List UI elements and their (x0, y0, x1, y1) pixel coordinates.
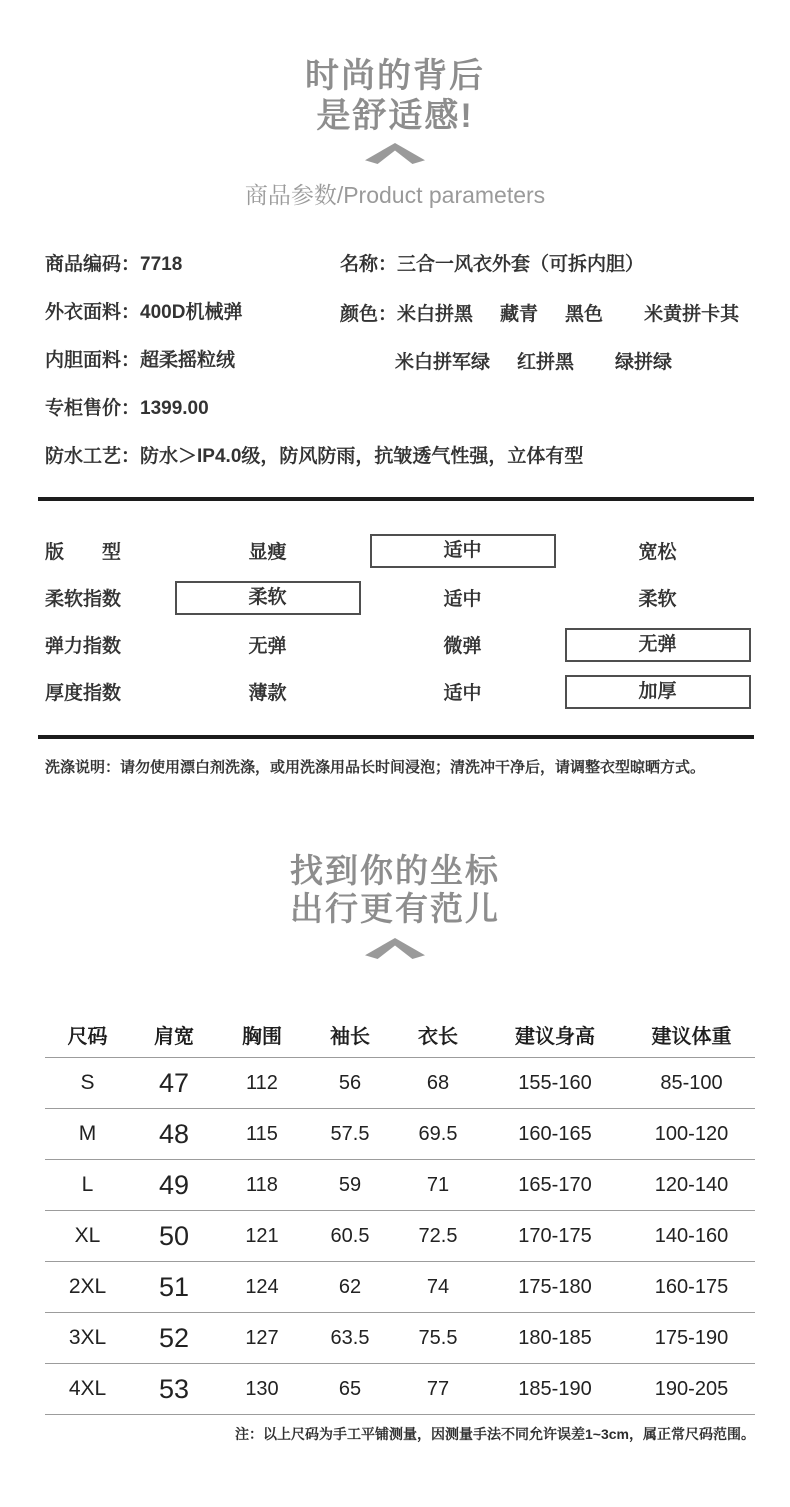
param-value: 超柔摇粒绒 (140, 350, 236, 371)
size-table-cell: 160-175 (654, 1275, 729, 1298)
selected-option-box: 适中 (370, 534, 556, 568)
divider-line-top (38, 497, 754, 501)
index-option: 适中 (443, 589, 482, 610)
index-table (45, 527, 755, 715)
index-row-label: 版 型 (45, 542, 122, 563)
selected-option-box: 柔软 (175, 581, 361, 615)
param-value: 7718 (140, 254, 183, 275)
param-label: 名称： (340, 254, 398, 275)
param-colors-row2 (395, 350, 672, 376)
color-option: 米白拼黑 (397, 304, 474, 325)
param-colors-row1 (340, 302, 739, 328)
size-table-row (45, 1211, 755, 1262)
size-table-cell: 71 (426, 1173, 450, 1196)
color-option: 黑色 (565, 304, 604, 325)
size-section-title (0, 852, 790, 928)
size-table-cell: 77 (426, 1377, 450, 1400)
color-option: 红拼黑 (517, 352, 575, 373)
size-table-cell: 51 (158, 1271, 190, 1302)
index-option: 适中 (443, 683, 482, 704)
index-row-label: 柔软指数 (45, 589, 122, 610)
param-label: 商品编码： (45, 254, 141, 275)
index-option-selected (560, 628, 755, 662)
size-table-cell: 115 (246, 1122, 278, 1145)
size-table-cell: 185-190 (518, 1377, 592, 1400)
size-table-cell: L (81, 1173, 94, 1196)
size-table-header-cell: 建议身高 (515, 1026, 595, 1048)
size-table-cell: 175-180 (518, 1275, 592, 1298)
size-table-header-cell: 胸围 (242, 1026, 282, 1048)
size-table-cell: XL (74, 1224, 101, 1247)
index-row (45, 621, 755, 668)
param-retail-price (45, 396, 209, 422)
param-name (340, 252, 644, 278)
size-table-row (45, 1364, 755, 1415)
size-table-cell: M (78, 1122, 97, 1145)
size-table-cell: 165-170 (518, 1173, 592, 1196)
size-table-cell: 50 (158, 1220, 190, 1251)
size-table-cell: 65 (338, 1377, 362, 1400)
page-title (0, 56, 790, 136)
size-table-cell: 49 (158, 1169, 190, 1200)
size-table-cell: 170-175 (518, 1224, 592, 1247)
size-table-cell: 75.5 (418, 1326, 458, 1349)
size-table-cell: 85-100 (660, 1071, 723, 1094)
size-table-cell: 2XL (68, 1275, 107, 1298)
size-table-header-cell: 袖长 (330, 1026, 370, 1048)
size-table-cell: 48 (158, 1118, 190, 1149)
size-table-cell: 63.5 (330, 1326, 370, 1349)
size-table-cell: 121 (245, 1224, 279, 1247)
size-table-cell: 155-160 (518, 1071, 592, 1094)
chevron-up-icon (365, 938, 425, 959)
size-table-row (45, 1313, 755, 1364)
size-table-row (45, 1160, 755, 1211)
washing-label: 洗涤说明： (45, 759, 121, 776)
param-value: 防水＞IP4.0级，防风防雨，抗皱透气性强，立体有型 (140, 446, 584, 467)
divider-line-bottom (38, 735, 754, 739)
index-row (45, 668, 755, 715)
index-option: 薄款 (248, 683, 287, 704)
size-table-row (45, 1109, 755, 1160)
size-table (45, 1012, 755, 1415)
selected-option-box: 加厚 (565, 675, 751, 709)
size-title-line2: 出行更有范儿 (290, 890, 500, 927)
index-row-label: 弹力指数 (45, 636, 122, 657)
size-table-cell: 118 (246, 1173, 278, 1196)
param-product-code (45, 252, 182, 278)
param-liner-fabric (45, 348, 235, 374)
size-table-cell: 124 (245, 1275, 279, 1298)
size-table-cell: 100-120 (654, 1122, 729, 1145)
index-option-selected (560, 675, 755, 709)
chevron-up-icon (365, 143, 425, 164)
washing-text: 请勿使用漂白剂洗涤，或用洗涤用品长时间浸泡；清洗冲干净后，请调整衣型晾晒方式。 (120, 759, 706, 776)
size-table-row (45, 1058, 755, 1109)
size-table-cell: 60.5 (330, 1224, 370, 1247)
size-table-header-row (45, 1012, 755, 1058)
size-table-cell: 52 (158, 1322, 190, 1353)
size-table-cell: 56 (338, 1071, 362, 1094)
size-title-line1: 找到你的坐标 (290, 852, 500, 889)
param-label: 防水工艺： (45, 446, 141, 467)
size-table-cell: 130 (245, 1377, 279, 1400)
param-label: 专柜售价： (45, 398, 141, 419)
color-values-row2 (395, 350, 672, 376)
param-value: 1399.00 (140, 398, 209, 419)
size-table-cell: 62 (338, 1275, 362, 1298)
size-table-cell: 68 (426, 1071, 450, 1094)
color-option: 绿拼绿 (615, 352, 673, 373)
section-title: 商品参数/Product parameters (244, 182, 546, 208)
index-option-selected (170, 581, 365, 615)
size-table-cell: 57.5 (330, 1122, 370, 1145)
size-table-cell: 69.5 (418, 1122, 458, 1145)
page-title-line2: 是舒适感! (316, 97, 474, 135)
size-note: 注：以上尺码为手工平铺测量，因测量手法不同允许误差1~3cm，属正常尺码范围。 (235, 1426, 755, 1442)
param-label: 颜色： (340, 304, 398, 325)
size-table-header-cell: 衣长 (418, 1026, 458, 1048)
size-table-cell: S (80, 1071, 95, 1094)
size-table-cell: 190-205 (654, 1377, 729, 1400)
size-table-cell: 120-140 (654, 1173, 729, 1196)
index-row (45, 574, 755, 621)
param-value: 三合一风衣外套（可拆内胆） (397, 254, 645, 275)
color-option: 藏青 (500, 304, 539, 325)
size-table-cell: 53 (158, 1373, 190, 1404)
param-label: 内胆面料： (45, 350, 141, 371)
color-option: 米白拼军绿 (395, 352, 491, 373)
index-option: 微弹 (443, 636, 482, 657)
index-option: 显瘦 (248, 542, 287, 563)
size-table-cell: 59 (338, 1173, 362, 1196)
size-table-header-cell: 建议体重 (651, 1026, 732, 1048)
param-waterproof (45, 444, 583, 470)
page-title-line1: 时尚的背后 (305, 57, 485, 95)
size-table-cell: 72.5 (418, 1224, 458, 1247)
param-value: 400D机械弹 (140, 302, 243, 323)
size-table-cell: 3XL (68, 1326, 107, 1349)
selected-option-box: 无弹 (565, 628, 751, 662)
param-label: 外衣面料： (45, 302, 141, 323)
index-option: 宽松 (638, 542, 677, 563)
index-row-label: 厚度指数 (45, 683, 122, 704)
size-table-cell: 74 (426, 1275, 450, 1298)
param-outer-fabric (45, 300, 242, 326)
index-option-selected (365, 534, 560, 568)
size-table-header-cell: 尺码 (67, 1026, 108, 1048)
color-values-row1 (397, 302, 739, 328)
size-table-cell: 127 (245, 1326, 279, 1349)
color-option: 米黄拼卡其 (644, 304, 740, 325)
size-table-cell: 160-165 (518, 1122, 592, 1145)
size-table-cell: 112 (246, 1071, 278, 1094)
index-option: 柔软 (638, 589, 677, 610)
size-table-cell: 4XL (68, 1377, 107, 1400)
size-table-row (45, 1262, 755, 1313)
size-table-cell: 47 (158, 1067, 190, 1098)
size-table-header-cell: 肩宽 (154, 1026, 194, 1048)
size-table-cell: 175-190 (654, 1326, 729, 1349)
index-row (45, 527, 755, 574)
size-table-cell: 140-160 (654, 1224, 729, 1247)
washing-instructions (45, 756, 755, 777)
index-option: 无弹 (248, 636, 287, 657)
size-table-cell: 180-185 (518, 1326, 592, 1349)
